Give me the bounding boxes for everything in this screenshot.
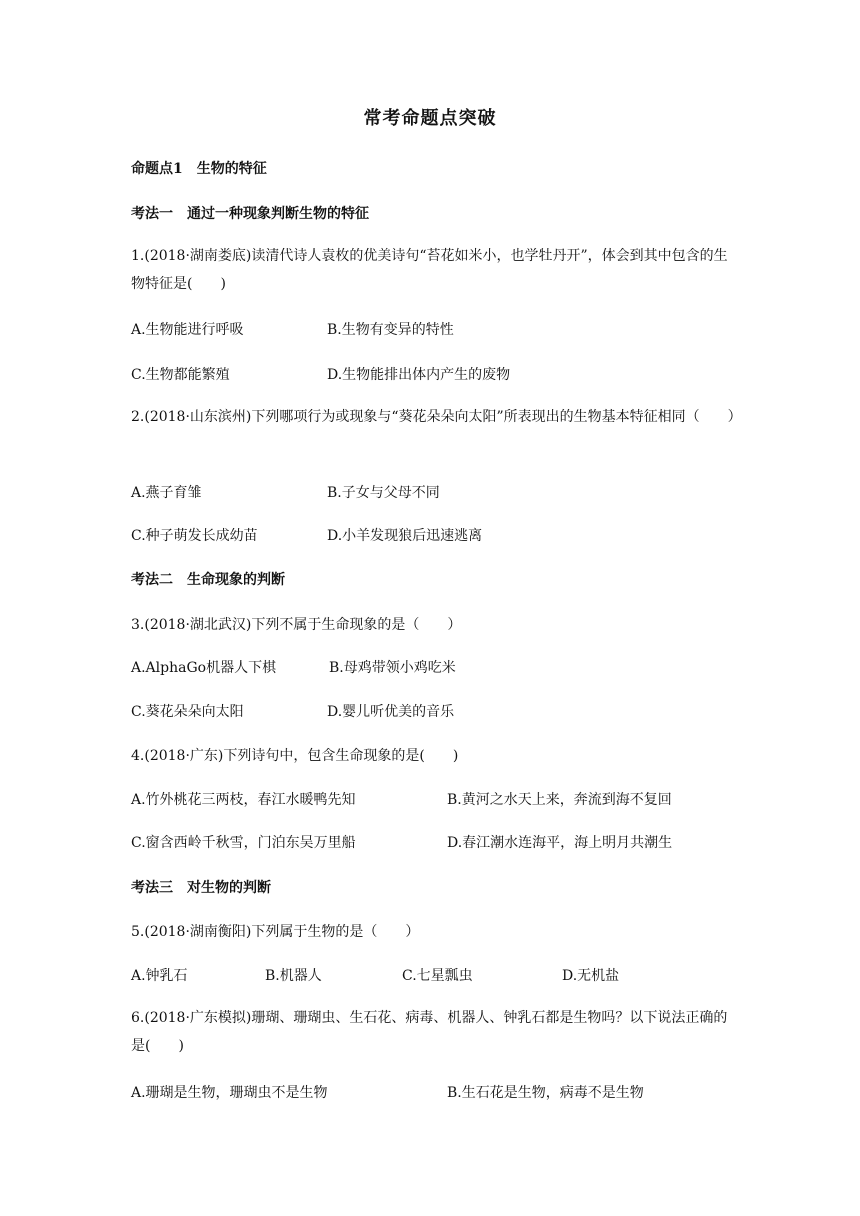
method-heading-2: 考法二 生命现象的判断 xyxy=(131,572,285,588)
question-5-stem: 5.(2018·湖南衡阳)下列属于生物的是（ ） xyxy=(131,924,420,940)
question-6-stem: 6.(2018·广东模拟)珊瑚、珊瑚虫、生石花、病毒、机器人、钟乳石都是生物吗？以下说法正确的是( ) xyxy=(131,1010,728,1054)
question-1-option-c: C.生物都能繁殖 xyxy=(131,367,230,383)
question-5-option-c: C.七星瓢虫 xyxy=(402,968,473,984)
question-2-stem: 2.(2018·山东滨州)下列哪项行为或现象与“葵花朵朵向太阳”所表现出的生物基本特征相同（ ） xyxy=(131,409,742,425)
question-4-option-a: A.竹外桃花三两枝，春江水暖鸭先知 xyxy=(131,792,356,808)
question-2-option-b: B.子女与父母不同 xyxy=(327,485,440,501)
section-heading-point1: 命题点1 生物的特征 xyxy=(131,161,267,177)
question-1-option-a: A.生物能进行呼吸 xyxy=(131,322,244,338)
question-3-option-c: C.葵花朵朵向太阳 xyxy=(131,704,244,720)
question-1-option-b: B.生物有变异的特性 xyxy=(327,322,454,338)
question-5-option-d: D.无机盐 xyxy=(562,968,620,984)
question-6-option-b: B.生石花是生物，病毒不是生物 xyxy=(447,1085,644,1101)
question-2-option-a: A.燕子育雏 xyxy=(131,485,202,501)
question-5-option-a: A.钟乳石 xyxy=(131,968,188,984)
question-3-option-b: B.母鸡带领小鸡吃米 xyxy=(329,660,456,676)
question-4-stem: 4.(2018·广东)下列诗句中，包含生命现象的是( ) xyxy=(131,748,459,764)
method-heading-1: 考法一 通过一种现象判断生物的特征 xyxy=(131,206,369,222)
question-4-option-d: D.春江潮水连海平，海上明月共潮生 xyxy=(447,835,673,851)
question-5-option-b: B.机器人 xyxy=(265,968,322,984)
question-6-option-a: A.珊瑚是生物，珊瑚虫不是生物 xyxy=(131,1085,328,1101)
question-1-option-d: D.生物能排出体内产生的废物 xyxy=(327,367,511,383)
question-3-stem: 3.(2018·湖北武汉)下列不属于生命现象的是（ ） xyxy=(131,617,462,633)
method-heading-3: 考法三 对生物的判断 xyxy=(131,880,271,896)
question-4-option-c: C.窗含西岭千秋雪，门泊东吴万里船 xyxy=(131,835,356,851)
question-1-stem: 1.(2018·湖南娄底)读清代诗人袁枚的优美诗句“苔花如米小，也学牡丹开”，体会到其中包含的生物特征是( ) xyxy=(131,248,728,292)
question-3-option-a: A.AlphaGo机器人下棋 xyxy=(131,660,277,676)
question-4-option-b: B.黄河之水天上来，奔流到海不复回 xyxy=(447,792,672,808)
page-title: 常考命题点突破 xyxy=(363,108,497,129)
question-3-option-d: D.婴儿听优美的音乐 xyxy=(327,704,455,720)
question-2-option-c: C.种子萌发长成幼苗 xyxy=(131,528,258,544)
question-2-option-d: D.小羊发现狼后迅速逃离 xyxy=(327,528,483,544)
